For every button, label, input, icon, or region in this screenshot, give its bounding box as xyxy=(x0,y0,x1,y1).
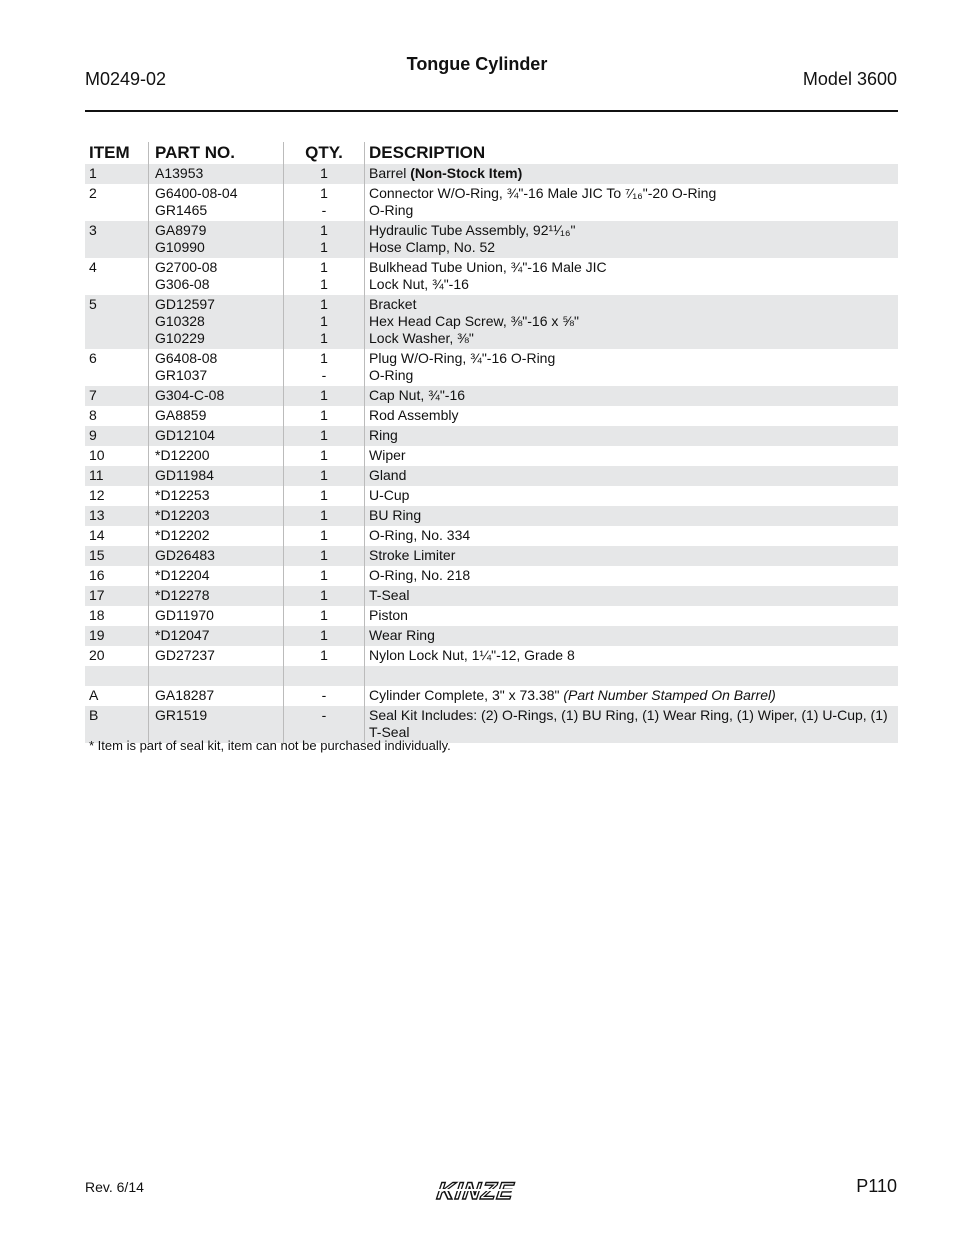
item-cell: 4 xyxy=(89,259,97,275)
qty-cell xyxy=(283,666,364,686)
part-no-cell-text: GR1519 xyxy=(155,707,208,723)
part-no-cell xyxy=(148,586,283,606)
qty-cell-text: 1 xyxy=(320,607,328,623)
item-cell: 16 xyxy=(89,567,105,583)
description-cell-line xyxy=(369,707,892,741)
qty-cell-text: - xyxy=(321,202,327,218)
column-header-part-no: PART NO. xyxy=(148,142,283,164)
description-cell-text: Plug W/O-Ring, ¾"-16 O-Ring xyxy=(369,350,556,366)
table-row xyxy=(85,386,898,406)
item-cell: A xyxy=(89,687,99,703)
qty-cell-line xyxy=(284,587,364,604)
description-cell-text: Cylinder Complete, 3" x 73.38" xyxy=(369,687,560,703)
qty-cell xyxy=(283,295,364,349)
description-cell-line xyxy=(369,185,892,202)
part-no-cell-text: G10229 xyxy=(155,330,205,346)
qty-cell-text: 1 xyxy=(320,222,328,238)
description-cell-line xyxy=(369,587,892,604)
part-no-cell-line xyxy=(155,607,283,624)
item-cell: 20 xyxy=(89,647,105,663)
parts-table xyxy=(85,139,898,743)
part-no-cell-line xyxy=(155,567,283,584)
part-no-cell-line xyxy=(155,222,283,239)
document-code: M0249-02 xyxy=(85,69,167,89)
part-no-cell-line xyxy=(155,165,283,182)
qty-cell-line xyxy=(284,330,364,347)
table-row xyxy=(85,486,898,506)
part-no-cell-line xyxy=(155,587,283,604)
part-no-cell-text: G306-08 xyxy=(155,276,210,292)
qty-cell xyxy=(283,221,364,258)
item-cell: 10 xyxy=(89,447,105,463)
part-no-cell-line xyxy=(155,547,283,564)
qty-cell-text: 1 xyxy=(320,587,328,603)
description-cell xyxy=(364,349,898,386)
table-row xyxy=(85,426,898,446)
description-cell-text: Gland xyxy=(369,467,407,483)
item-cell: 17 xyxy=(89,587,105,603)
description-cell-line xyxy=(369,202,892,219)
part-no-cell-text: GD11970 xyxy=(155,607,214,623)
qty-cell-line xyxy=(284,313,364,330)
part-no-cell-text: GD12597 xyxy=(155,296,215,312)
qty-cell-line xyxy=(284,222,364,239)
table-row xyxy=(85,506,898,526)
part-no-cell xyxy=(148,295,283,349)
description-cell-text: Hex Head Cap Screw, ⅜"-16 x ⅝" xyxy=(369,313,579,329)
qty-cell-line xyxy=(284,547,364,564)
description-cell-text: Hose Clamp, No. 52 xyxy=(369,239,496,255)
description-note: (Part Number Stamped On Barrel) xyxy=(563,687,776,703)
table-row xyxy=(85,184,898,221)
description-cell-line xyxy=(369,507,892,524)
qty-cell-text: 1 xyxy=(320,239,328,255)
part-no-cell-text: *D12047 xyxy=(155,627,210,643)
part-no-cell-text: GR1037 xyxy=(155,367,208,383)
qty-cell xyxy=(283,258,364,295)
qty-cell-text: 1 xyxy=(320,647,328,663)
description-cell-text: Seal Kit Includes: (2) O-Rings, (1) BU Ring, (1) Wear Ring, (1) Wiper, (1) U-Cup, (1) T-Seal xyxy=(369,707,888,740)
item-cell: 2 xyxy=(89,185,97,201)
qty-cell-text: 1 xyxy=(320,467,328,483)
description-cell-text: Hydraulic Tube Assembly, 92¹¹⁄₁₆" xyxy=(369,222,576,238)
qty-cell-text: 1 xyxy=(320,427,328,443)
description-cell-line xyxy=(369,259,892,276)
qty-cell-line xyxy=(284,350,364,367)
qty-cell-line xyxy=(284,427,364,444)
part-no-cell-line xyxy=(155,387,283,404)
item-cell: 18 xyxy=(89,607,105,623)
part-no-cell xyxy=(148,386,283,406)
description-cell-line xyxy=(369,330,892,347)
qty-cell-text: 1 xyxy=(320,259,328,275)
part-no-cell xyxy=(148,546,283,566)
qty-cell xyxy=(283,164,364,184)
part-no-cell-line xyxy=(155,467,283,484)
part-no-cell-line xyxy=(155,447,283,464)
table-row xyxy=(85,626,898,646)
qty-cell-line xyxy=(284,367,364,384)
table-row xyxy=(85,295,898,349)
table-row xyxy=(85,546,898,566)
part-no-cell xyxy=(148,486,283,506)
description-cell-line xyxy=(369,387,892,404)
part-no-cell xyxy=(148,426,283,446)
table-row xyxy=(85,258,898,295)
column-header-qty: QTY. xyxy=(283,142,364,164)
qty-cell xyxy=(283,626,364,646)
description-cell-line xyxy=(369,487,892,504)
part-no-cell-line xyxy=(155,330,283,347)
table-row xyxy=(85,606,898,626)
item-cell: B xyxy=(89,707,99,723)
description-cell xyxy=(364,406,898,426)
part-no-cell-line xyxy=(155,202,283,219)
qty-cell xyxy=(283,646,364,666)
column-header-item: ITEM xyxy=(89,143,130,162)
part-no-cell-line xyxy=(155,276,283,293)
qty-cell-line xyxy=(284,296,364,313)
page-title: Tongue Cylinder xyxy=(406,54,548,74)
part-no-cell-text: *D12203 xyxy=(155,507,210,523)
qty-cell-text: 1 xyxy=(320,350,328,366)
description-cell-text: Bulkhead Tube Union, ¾"-16 Male JIC xyxy=(369,259,607,275)
qty-cell-line xyxy=(284,687,364,704)
part-no-cell xyxy=(148,466,283,486)
qty-cell xyxy=(283,426,364,446)
qty-cell-line xyxy=(284,607,364,624)
qty-cell-line xyxy=(284,239,364,256)
item-cell: 15 xyxy=(89,547,105,563)
description-cell-line xyxy=(369,239,892,256)
description-cell-line xyxy=(369,527,892,544)
part-no-cell-text: GA8859 xyxy=(155,407,207,423)
qty-cell xyxy=(283,446,364,466)
description-cell xyxy=(364,164,898,184)
part-no-cell-text: G2700-08 xyxy=(155,259,218,275)
part-no-cell-text: *D12200 xyxy=(155,447,210,463)
item-cell: 13 xyxy=(89,507,105,523)
qty-cell xyxy=(283,349,364,386)
part-no-cell-text: G10990 xyxy=(155,239,205,255)
table-row xyxy=(85,349,898,386)
part-no-cell-text: G6408-08 xyxy=(155,350,218,366)
item-cell xyxy=(85,666,148,686)
qty-cell-line xyxy=(284,507,364,524)
description-cell-line xyxy=(369,350,892,367)
item-cell: 7 xyxy=(89,387,97,403)
description-cell-line xyxy=(369,647,892,664)
description-cell xyxy=(364,258,898,295)
part-no-cell-line xyxy=(155,407,283,424)
part-no-cell xyxy=(148,221,283,258)
part-no-cell-text: *D12278 xyxy=(155,587,210,603)
item-cell: 12 xyxy=(89,487,105,503)
description-cell-text: T-Seal xyxy=(369,587,410,603)
table-header xyxy=(85,139,898,164)
part-no-cell-text: G304-C-08 xyxy=(155,387,225,403)
table-row xyxy=(85,666,898,686)
qty-cell-text: 1 xyxy=(320,527,328,543)
description-cell xyxy=(364,526,898,546)
table-row xyxy=(85,586,898,606)
qty-cell-line xyxy=(284,567,364,584)
description-cell-text: Bracket xyxy=(369,296,417,312)
item-cell: 6 xyxy=(89,350,97,366)
table-body xyxy=(85,164,898,743)
qty-cell-line xyxy=(284,707,364,724)
part-no-cell-line xyxy=(155,350,283,367)
qty-cell-text: 1 xyxy=(320,387,328,403)
description-cell-line xyxy=(369,427,892,444)
description-cell-text: O-Ring, No. 218 xyxy=(369,567,471,583)
part-no-cell-line xyxy=(155,527,283,544)
description-cell xyxy=(364,646,898,666)
description-cell xyxy=(364,184,898,221)
qty-cell-line xyxy=(284,447,364,464)
part-no-cell-line xyxy=(155,627,283,644)
description-cell xyxy=(364,506,898,526)
description-cell-line xyxy=(369,687,892,704)
part-no-cell-line xyxy=(155,427,283,444)
qty-cell-text: 1 xyxy=(320,165,328,181)
item-cell: 9 xyxy=(89,427,97,443)
description-emphasis: (Non-Stock Item) xyxy=(410,165,523,181)
revision-label: Rev. 6/14 xyxy=(85,1179,144,1195)
item-cell: 14 xyxy=(89,527,105,543)
header-divider xyxy=(85,110,898,112)
qty-cell-text: 1 xyxy=(320,547,328,563)
qty-cell xyxy=(283,526,364,546)
part-no-cell xyxy=(148,526,283,546)
qty-cell-line xyxy=(284,527,364,544)
description-cell-line xyxy=(369,607,892,624)
qty-cell xyxy=(283,406,364,426)
table-row xyxy=(85,221,898,258)
part-no-cell-line xyxy=(155,239,283,256)
description-cell-line xyxy=(369,313,892,330)
item-cell: 11 xyxy=(89,467,104,483)
description-cell-line xyxy=(369,627,892,644)
part-no-cell-text: GR1465 xyxy=(155,202,208,218)
part-no-cell-line xyxy=(155,507,283,524)
description-cell-line xyxy=(369,165,892,182)
qty-cell-text: 1 xyxy=(320,447,328,463)
part-no-cell xyxy=(148,606,283,626)
part-no-cell-text: GD11984 xyxy=(155,467,214,483)
part-no-cell-text: G6400-08-04 xyxy=(155,185,238,201)
part-no-cell-line xyxy=(155,296,283,313)
part-no-cell xyxy=(148,258,283,295)
description-cell-line xyxy=(369,276,892,293)
description-cell xyxy=(364,586,898,606)
description-cell-text: Wear Ring xyxy=(369,627,435,643)
qty-cell xyxy=(283,546,364,566)
description-cell-text: Rod Assembly xyxy=(369,407,459,423)
qty-cell-text: - xyxy=(321,707,327,723)
qty-cell-text: 1 xyxy=(320,567,328,583)
description-cell xyxy=(364,626,898,646)
part-no-cell-text: *D12204 xyxy=(155,567,210,583)
part-no-cell xyxy=(148,506,283,526)
table-row xyxy=(85,164,898,184)
description-cell-line xyxy=(369,447,892,464)
qty-cell-line xyxy=(284,202,364,219)
part-no-cell xyxy=(148,666,283,686)
description-cell-text: O-Ring xyxy=(369,367,414,383)
description-cell-line xyxy=(369,567,892,584)
description-cell-text: Lock Nut, ¾"-16 xyxy=(369,276,469,292)
part-no-cell-text: GD26483 xyxy=(155,547,215,563)
item-cell: 5 xyxy=(89,296,97,312)
description-cell-text: Piston xyxy=(369,607,408,623)
qty-cell-text: 1 xyxy=(320,487,328,503)
part-no-cell-line xyxy=(155,487,283,504)
table-row xyxy=(85,566,898,586)
table-row xyxy=(85,466,898,486)
description-cell-text: Connector W/O-Ring, ¾"-16 Male JIC To ⁷⁄₁₆"-20 O-Ring xyxy=(369,185,717,201)
part-no-cell xyxy=(148,686,283,706)
qty-cell xyxy=(283,486,364,506)
part-no-cell xyxy=(148,164,283,184)
qty-cell xyxy=(283,506,364,526)
part-no-cell-text: GA18287 xyxy=(155,687,215,703)
description-cell xyxy=(364,386,898,406)
description-cell xyxy=(364,446,898,466)
part-no-cell-text: *D12202 xyxy=(155,527,210,543)
qty-cell-text: 1 xyxy=(320,507,328,523)
qty-cell xyxy=(283,466,364,486)
description-cell-text: Wiper xyxy=(369,447,406,463)
description-cell xyxy=(364,426,898,446)
qty-cell-line xyxy=(284,407,364,424)
description-cell-line xyxy=(369,367,892,384)
qty-cell-line xyxy=(284,487,364,504)
qty-cell xyxy=(283,686,364,706)
description-cell-line xyxy=(369,296,892,313)
qty-cell-text: 1 xyxy=(320,296,328,312)
part-no-cell-line xyxy=(155,313,283,330)
description-cell-text: O-Ring xyxy=(369,202,414,218)
footnote: * Item is part of seal kit, item can not be purchased individually. xyxy=(89,738,451,753)
description-cell-text: U-Cup xyxy=(369,487,410,503)
model-label: Model 3600 xyxy=(802,69,897,89)
qty-cell xyxy=(283,586,364,606)
table-row xyxy=(85,526,898,546)
qty-cell-line xyxy=(284,185,364,202)
part-no-cell-text: G10328 xyxy=(155,313,205,329)
qty-cell xyxy=(283,386,364,406)
qty-cell-text: 1 xyxy=(320,313,328,329)
description-cell xyxy=(364,666,898,686)
description-cell-line xyxy=(369,222,892,239)
part-no-cell-line xyxy=(155,647,283,664)
description-cell xyxy=(364,606,898,626)
column-header-description: DESCRIPTION xyxy=(364,142,898,164)
description-cell-text: Stroke Limiter xyxy=(369,547,456,563)
page-number: P110 xyxy=(856,1176,897,1196)
description-cell xyxy=(364,486,898,506)
item-cell: 1 xyxy=(89,165,97,181)
qty-cell-line xyxy=(284,165,364,182)
qty-cell-text: 1 xyxy=(320,627,328,643)
qty-cell-text: - xyxy=(321,367,327,383)
description-cell-text: O-Ring, No. 334 xyxy=(369,527,471,543)
part-no-cell xyxy=(148,646,283,666)
description-cell-text: Nylon Lock Nut, 1¼"-12, Grade 8 xyxy=(369,647,575,663)
part-no-cell-line xyxy=(155,707,283,724)
description-cell xyxy=(364,686,898,706)
qty-cell-line xyxy=(284,276,364,293)
description-cell xyxy=(364,221,898,258)
description-cell xyxy=(364,546,898,566)
description-cell-text: BU Ring xyxy=(369,507,422,523)
kinze-logo xyxy=(431,1177,551,1205)
part-no-cell-line xyxy=(155,367,283,384)
description-cell-line xyxy=(369,467,892,484)
part-no-cell-text: GA8979 xyxy=(155,222,207,238)
part-no-cell xyxy=(148,349,283,386)
qty-cell-text: 1 xyxy=(320,407,328,423)
part-no-cell xyxy=(148,446,283,466)
item-cell: 8 xyxy=(89,407,97,423)
part-no-cell xyxy=(148,566,283,586)
part-no-cell-text: *D12253 xyxy=(155,487,210,503)
part-no-cell-line xyxy=(155,259,283,276)
part-no-cell-text: GD27237 xyxy=(155,647,215,663)
qty-cell-text: 1 xyxy=(320,185,328,201)
description-cell-text: Lock Washer, ⅜" xyxy=(369,330,474,346)
part-no-cell xyxy=(148,406,283,426)
table-row xyxy=(85,646,898,666)
qty-cell-line xyxy=(284,387,364,404)
qty-cell-line xyxy=(284,627,364,644)
qty-cell xyxy=(283,184,364,221)
table-row xyxy=(85,446,898,466)
qty-cell-text: 1 xyxy=(320,276,328,292)
svg-text:KINZE: KINZE xyxy=(432,1178,519,1205)
part-no-cell-text: GD12104 xyxy=(155,427,215,443)
qty-cell-line xyxy=(284,259,364,276)
description-cell-text: Ring xyxy=(369,427,398,443)
part-no-cell-text: A13953 xyxy=(155,165,204,181)
part-no-cell xyxy=(148,184,283,221)
description-cell-line xyxy=(369,547,892,564)
part-no-cell-line xyxy=(155,185,283,202)
table-row xyxy=(85,686,898,706)
item-cell: 3 xyxy=(89,222,97,238)
description-cell-text: Barrel xyxy=(369,165,407,181)
table-row xyxy=(85,406,898,426)
qty-cell-line xyxy=(284,647,364,664)
qty-cell-text: - xyxy=(321,687,327,703)
description-cell xyxy=(364,466,898,486)
item-cell: 19 xyxy=(89,627,105,643)
description-cell xyxy=(364,295,898,349)
qty-cell-line xyxy=(284,467,364,484)
description-cell xyxy=(364,566,898,586)
part-no-cell-line xyxy=(155,687,283,704)
qty-cell-text: 1 xyxy=(320,330,328,346)
qty-cell xyxy=(283,566,364,586)
description-cell-text: Cap Nut, ¾"-16 xyxy=(369,387,466,403)
part-no-cell xyxy=(148,626,283,646)
description-cell-line xyxy=(369,407,892,424)
qty-cell xyxy=(283,606,364,626)
